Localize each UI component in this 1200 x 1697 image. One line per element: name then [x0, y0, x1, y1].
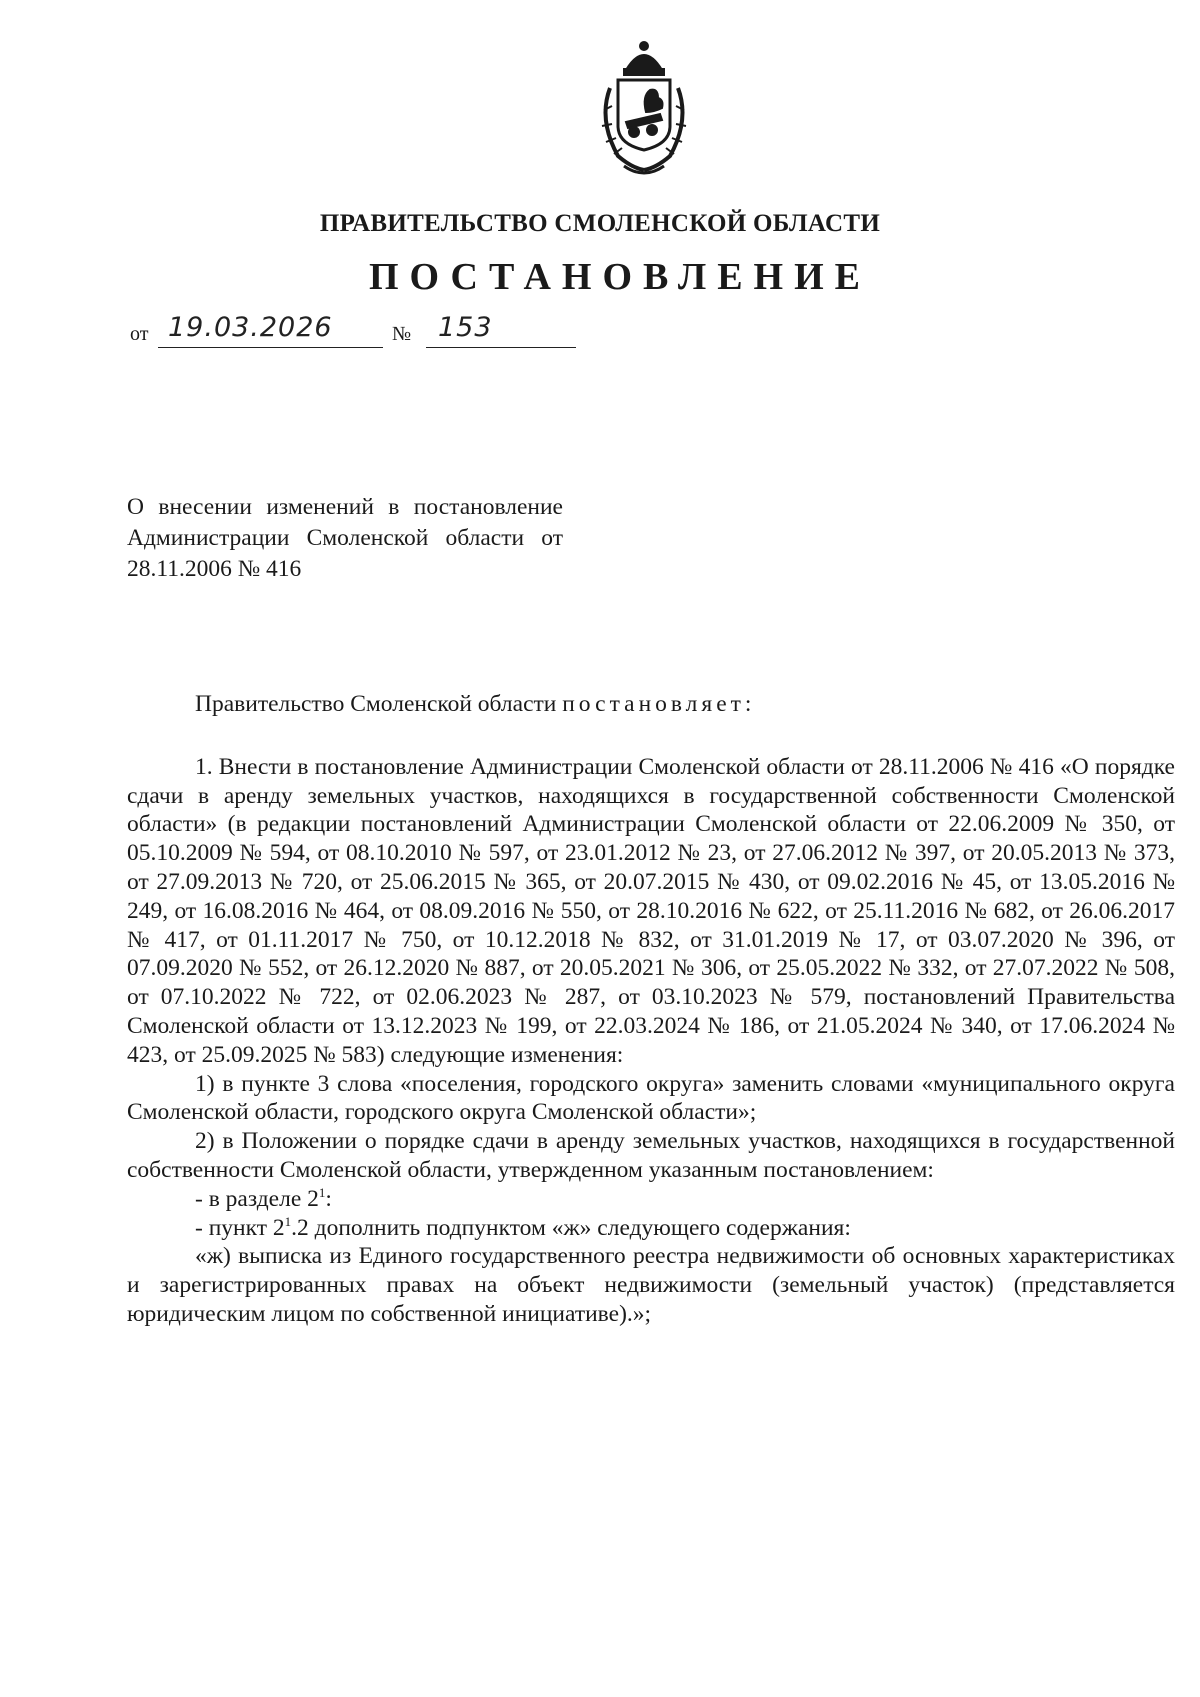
handwritten-number: 153: [438, 312, 493, 343]
section-prefix: - в разделе 2: [195, 1185, 319, 1212]
point-superscript: 1: [284, 1213, 292, 1229]
document-body: [127, 690, 1175, 1329]
intro-paragraph: [127, 690, 1175, 719]
subitem-1-paragraph: 1) в пункте 3 слова «поселения, городского округа» заменить словами «муниципального округа Смоленской области, городского округа Смоленской области»;: [127, 1070, 1175, 1126]
handwritten-date: 19.03.2026: [168, 312, 333, 343]
item-1-paragraph: 1. Внести в постановление Администрации Смоленской области от 28.11.2006 № 416 «О порядке сдачи в аренду земельных участков, находящихся в государственной собственности Смоленской области» (в редакции постановлений Администрации Смоленской области от 22.06.2009 № 350, от 05.10.2009 № 594, от 08.10.2010 № 597, от 23.01.2012 № 23, от 27.06.2012 № 397, от 20.05.2013 № 373, от 27.09.2013 № 720, от 25.06.2015 № 365, от 20.07.2015 № 430, от 09.02.2016 № 45, от 13.05.2016 № 249, от 16.08.2016 № 464, от 08.09.2016 № 550, от 28.10.2016 № 622, от 25.11.2016 № 682, от 26.06.2017 № 417, от 01.11.2017 № 750, от 10.12.2018 № 832, от 31.01.2019 № 17, от 03.07.2020 № 396, от 07.09.2020 № 552, от 26.12.2020 № 887, от 20.05.2021 № 306, от 25.05.2022 № 332, от 27.07.2022 № 508, от 07.10.2022 № 722, от 02.06.2023 № 287, от 03.10.2023 № 579, постановлений Правительства Смоленской области от 13.12.2023 № 199, от 22.03.2024 № 186, от 21.05.2024 № 340, от 17.06.2024 № 423, от 25.09.2025 № 583) следующие изменения:: [127, 753, 1175, 1068]
subpoint-zh-paragraph: «ж) выписка из Единого государственного реестра недвижимости об основных характеристиках и зарегистрированных правах на объект недвижимости (земельный участок) (представляется юридическим лицом по собственной инициативе).»;: [127, 1243, 1175, 1327]
section-line: [127, 1185, 1175, 1214]
point-suffix: .2 дополнить подпунктом «ж» следующего содержания:: [291, 1214, 851, 1241]
subitem-2-paragraph: 2) в Положении о порядке сдачи в аренду земельных участков, находящихся в государственной собственности Смоленской области, утвержденном указанным постановлением:: [127, 1128, 1175, 1183]
document-type-title: ПОСТАНОВЛЕНИЕ: [368, 256, 872, 298]
date-field: [158, 313, 383, 348]
section-superscript: 1: [318, 1184, 326, 1200]
number-field: [426, 313, 576, 348]
smolensk-coat-of-arms-icon: [588, 40, 700, 180]
section-suffix: :: [325, 1185, 332, 1212]
date-number-line: [130, 312, 580, 352]
point-line: [127, 1214, 1175, 1243]
document-subject: О внесении изменений в постановление Администрации Смоленской области от 28.11.2006 № 416: [127, 494, 563, 582]
intro-text: Правительство Смоленской области: [195, 691, 557, 717]
intro-resolves-text: постановляет:: [562, 691, 756, 717]
point-prefix: - пункт 2: [195, 1214, 285, 1241]
date-from-label: от: [130, 323, 149, 345]
number-label: №: [392, 323, 412, 345]
government-title: ПРАВИТЕЛЬСТВО СМОЛЕНСКОЙ ОБЛАСТИ: [319, 210, 881, 237]
